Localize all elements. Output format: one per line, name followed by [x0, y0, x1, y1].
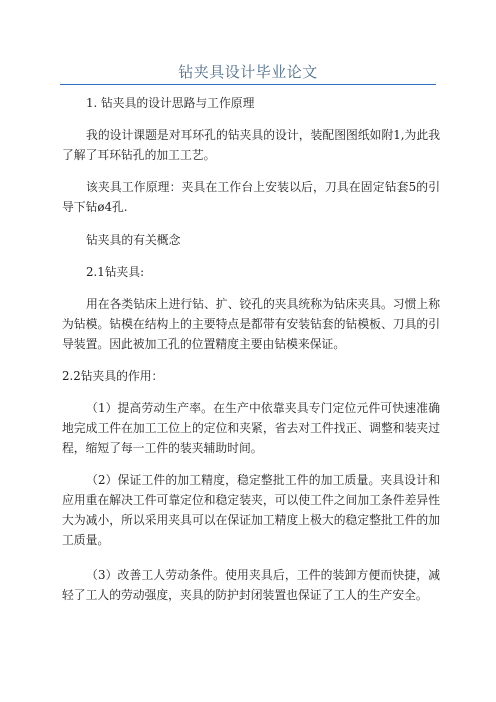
paragraph-effect-2: （2）保证工件的加工精度，稳定整批工件的加工质量。夹具设计和应用重在解决工件可靠定位和稳定装夹，可以使工件之间加工条件差异性大为减小，所以采用夹具可以在保证加工精度上极大的稳定整批工件的加工质量。	[62, 473, 440, 547]
paragraph-design-topic: 我的设计课题是对耳环孔的钻夹具的设计，装配图图纸如附1,为此我了解了耳环钻孔的加工工艺。	[62, 128, 440, 162]
paragraph-effect-1: （1）提高劳动生产率。在生产中依靠夹具专门定位元件可快速准确地完成工件在加工工位上的定位和夹紧，省去对工件找正、调整和装夹过程，缩短了每一工件的装夹辅助时间。	[62, 401, 440, 455]
paragraph-effect-3: （3）改善工人劳动条件。使用夹具后，工件的装卸方便而快捷，减轻了工人的劳动强度，夹具的防护封闭装置也保证了工人的生产安全。	[62, 568, 440, 602]
paragraph-section-1-heading: 1. 钻夹具的设计思路与工作原理	[86, 96, 255, 110]
document-title: 钻夹具设计毕业论文	[178, 63, 318, 81]
paragraph-section-2-2-heading: 2.2钻夹具的作用：	[62, 369, 164, 383]
paragraph-concepts-heading: 钻夹具的有关概念	[86, 233, 181, 247]
paragraph-section-2-1-heading: 2.1钻夹具:	[86, 265, 145, 279]
paragraph-working-principle: 该夹具工作原理：夹具在工作台上安装以后，刀具在固定钻套5的引导下钻ø4孔.	[62, 180, 440, 214]
title-underline	[60, 84, 436, 85]
paragraph-drill-fixture-definition: 用在各类钻床上进行钻、扩、铰孔的夹具统称为钻床夹具。习惯上称为钻模。钻模在结构上的主要特点是都带有安装钻套的钻模板、刀具的引导装置。因此被加工孔的位置精度主要由钻模来保证。	[62, 297, 440, 351]
